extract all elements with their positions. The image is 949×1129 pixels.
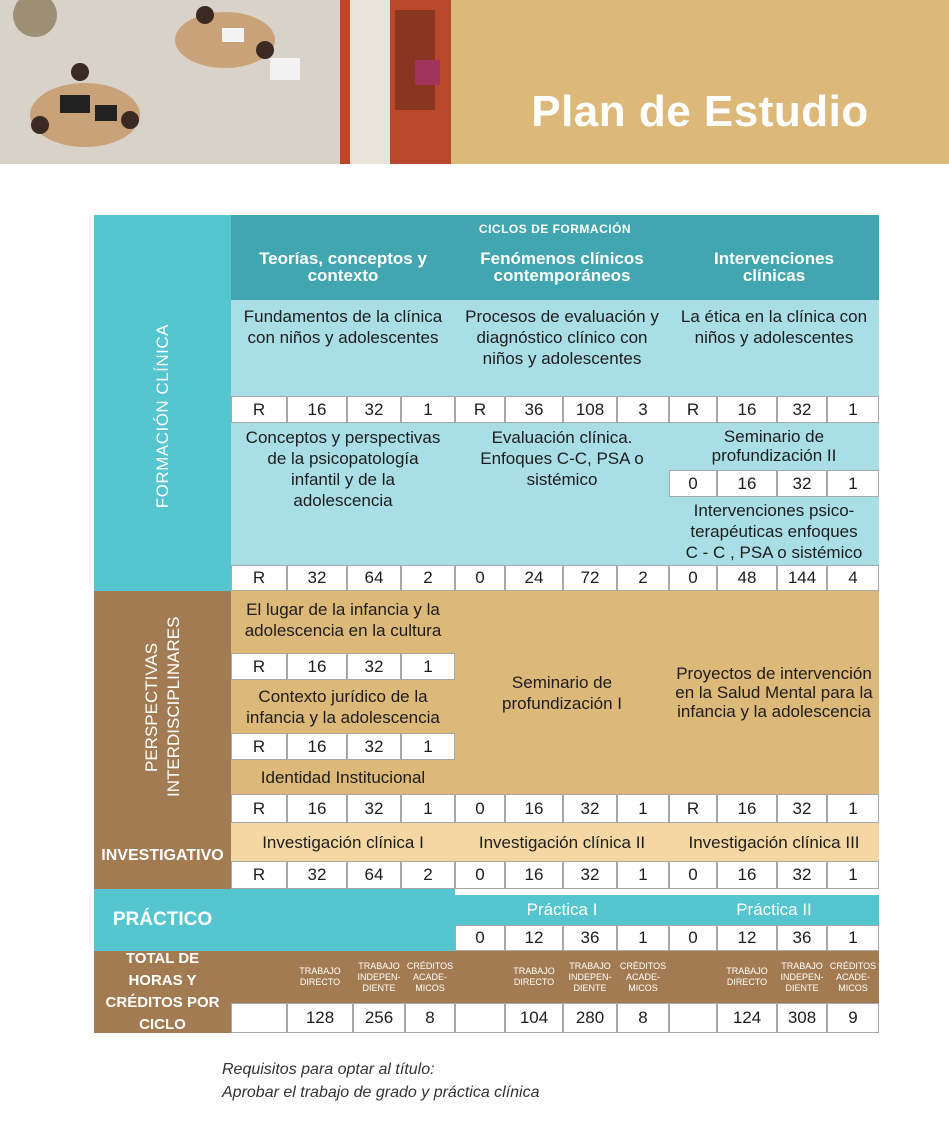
cell-credits: 1 (827, 396, 879, 423)
cell-credits: 1 (827, 861, 879, 889)
cell-type: R (231, 861, 287, 889)
subject-investigacion-ii: Investigación clínica II (455, 823, 669, 861)
cell-direct: 16 (287, 396, 347, 423)
cell-direct: 16 (717, 396, 777, 423)
cell-credits: 1 (617, 925, 669, 951)
cell-credits: 1 (401, 653, 455, 680)
cell-credits: 2 (617, 565, 669, 591)
cell-independent: 32 (347, 396, 401, 423)
total-independent: 280 (563, 1003, 617, 1033)
cell-direct: 48 (717, 565, 777, 591)
header-photo (0, 0, 451, 164)
requirements-line-2: Aprobar el trabajo de grado y práctica clínica (222, 1084, 540, 1101)
cell-credits: 2 (401, 861, 455, 889)
cell-direct: 16 (287, 733, 347, 760)
cell-type: 0 (455, 794, 505, 823)
subject-lugar-infancia: El lugar de la infancia y la adolescencia en la cultura (231, 591, 455, 653)
total-credits: 8 (617, 1003, 669, 1033)
cell-type: R (231, 565, 287, 591)
students-photo (0, 0, 451, 164)
cell-independent: 64 (347, 565, 401, 591)
cell-type: R (231, 653, 287, 680)
cell-credits: 1 (617, 794, 669, 823)
cell-direct: 12 (505, 925, 563, 951)
requirements-note (222, 1058, 822, 1104)
cell-type: 0 (669, 861, 717, 889)
area-formacion-clinica: FORMACIÓN CLÍNICA (94, 242, 231, 591)
cycle-header-3: Intervenciones clínicas (669, 242, 879, 300)
cell-type: R (669, 396, 717, 423)
total-direct: 128 (287, 1003, 353, 1033)
cell-independent: 36 (563, 925, 617, 951)
subject-proyectos-intervencion: Proyectos de intervención en la Salud Mental para la infancia y la adolescencia (669, 591, 879, 794)
subject-evaluacion-clinica: Evaluación clínica. Enfoques C-C, PSA o sistémico (455, 423, 669, 565)
cell-independent: 32 (347, 733, 401, 760)
area-practico: PRÁCTICO (94, 889, 231, 951)
totals-label-independent: TRABAJO INDEPEN-DIENTE (563, 951, 617, 1003)
total-independent: 256 (353, 1003, 405, 1033)
cell-type: R (231, 794, 287, 823)
cell-type: 0 (669, 470, 717, 497)
cell-independent: 144 (777, 565, 827, 591)
totals-blank-label (231, 951, 287, 1003)
cell-direct: 16 (505, 861, 563, 889)
cell-credits: 1 (827, 470, 879, 497)
cell-credits: 1 (827, 794, 879, 823)
total-blank (455, 1003, 505, 1033)
subject-etica: La ética en la clínica con niños y adolescentes (669, 300, 879, 396)
cycles-header: CICLOS DE FORMACIÓN (231, 215, 879, 242)
subject-practica-i: Práctica I (455, 895, 669, 925)
totals-label-independent: TRABAJO INDEPEN-DIENTE (777, 951, 827, 1003)
subject-psicopatologia: Conceptos y perspectivas de la psicopatología infantil y de la adolescencia (231, 423, 455, 565)
subject-intervenciones-psicoterapeuticas: Intervenciones psico-terapéuticas enfoques C - C , PSA o sistémico (669, 497, 879, 565)
cell-independent: 32 (777, 470, 827, 497)
totals-blank-label (669, 951, 717, 1003)
totals-blank-label (455, 951, 505, 1003)
totals-label-independent: TRABAJO INDEPEN-DIENTE (353, 951, 405, 1003)
cell-type: 0 (669, 565, 717, 591)
totals-label-credits: CRÉDITOS ACADE-MICOS (827, 951, 879, 1003)
cell-credits: 1 (401, 733, 455, 760)
corner-cell (94, 215, 231, 242)
area-investigativo: INVESTIGATIVO (94, 823, 231, 889)
cell-type: R (231, 733, 287, 760)
total-credits: 8 (405, 1003, 455, 1033)
cell-type: 0 (455, 861, 505, 889)
page-title: Plan de Estudio (531, 87, 869, 136)
cell-type: R (669, 794, 717, 823)
cell-independent: 32 (777, 861, 827, 889)
cell-direct: 16 (717, 861, 777, 889)
cell-independent: 108 (563, 396, 617, 423)
cell-credits: 1 (827, 925, 879, 951)
cell-credits: 4 (827, 565, 879, 591)
total-direct: 104 (505, 1003, 563, 1033)
cell-independent: 32 (777, 396, 827, 423)
area-total: TOTAL DE HORAS Y CRÉDITOS POR CICLO (94, 951, 231, 1033)
cell-credits: 1 (617, 861, 669, 889)
cell-independent: 32 (347, 794, 401, 823)
cell-credits: 1 (401, 396, 455, 423)
cell-direct: 16 (287, 653, 347, 680)
area-perspectivas: PERSPECTIVAS INTERDISCIPLINARES (94, 591, 231, 823)
totals-label-credits: CRÉDITOS ACADE-MICOS (405, 951, 455, 1003)
cell-type: 0 (669, 925, 717, 951)
cell-independent: 36 (777, 925, 827, 951)
subject-investigacion-i: Investigación clínica I (231, 823, 455, 861)
totals-label-direct: TRABAJO DIRECTO (287, 951, 353, 1003)
totals-label-direct: TRABAJO DIRECTO (505, 951, 563, 1003)
cell-credits: 1 (401, 794, 455, 823)
cell-direct: 16 (717, 470, 777, 497)
cell-independent: 32 (563, 794, 617, 823)
total-independent: 308 (777, 1003, 827, 1033)
cell-direct: 16 (505, 794, 563, 823)
cell-independent: 32 (563, 861, 617, 889)
subject-seminario-ii: Seminario de profundización II (669, 423, 879, 470)
subject-investigacion-iii: Investigación clínica III (669, 823, 879, 861)
subject-contexto-juridico: Contexto jurídico de la infancia y la adolescencia (231, 680, 455, 733)
subject-seminario-i: Seminario de profundización I (455, 591, 669, 794)
cell-direct: 24 (505, 565, 563, 591)
cell-type: 0 (455, 925, 505, 951)
cell-independent: 32 (777, 794, 827, 823)
requirements-line-1: Requisitos para optar al título: (222, 1061, 435, 1078)
total-blank (669, 1003, 717, 1033)
cell-direct: 16 (717, 794, 777, 823)
total-blank (231, 1003, 287, 1033)
cycle-header-2: Fenómenos clínicos contemporáneos (455, 242, 669, 300)
totals-label-credits: CRÉDITOS ACADE-MICOS (617, 951, 669, 1003)
subject-fundamentos: Fundamentos de la clínica con niños y adolescentes (231, 300, 455, 396)
total-credits: 9 (827, 1003, 879, 1033)
practico-empty-cycle-1 (231, 889, 455, 951)
subject-practica-ii: Práctica II (669, 895, 879, 925)
totals-label-direct: TRABAJO DIRECTO (717, 951, 777, 1003)
cell-direct: 32 (287, 565, 347, 591)
cell-direct: 16 (287, 794, 347, 823)
subject-identidad-institucional: Identidad Institucional (231, 760, 455, 794)
cell-credits: 2 (401, 565, 455, 591)
cell-direct: 32 (287, 861, 347, 889)
cell-direct: 12 (717, 925, 777, 951)
subject-procesos-evaluacion: Procesos de evaluación y diagnóstico clínico con niños y adolescentes (455, 300, 669, 396)
cell-type: R (455, 396, 505, 423)
cell-independent: 32 (347, 653, 401, 680)
cell-independent: 72 (563, 565, 617, 591)
cell-independent: 64 (347, 861, 401, 889)
cycle-header-1: Teorías, conceptos y contexto (231, 242, 455, 300)
cell-type: R (231, 396, 287, 423)
cell-type: 0 (455, 565, 505, 591)
total-direct: 124 (717, 1003, 777, 1033)
cell-credits: 3 (617, 396, 669, 423)
cell-direct: 36 (505, 396, 563, 423)
